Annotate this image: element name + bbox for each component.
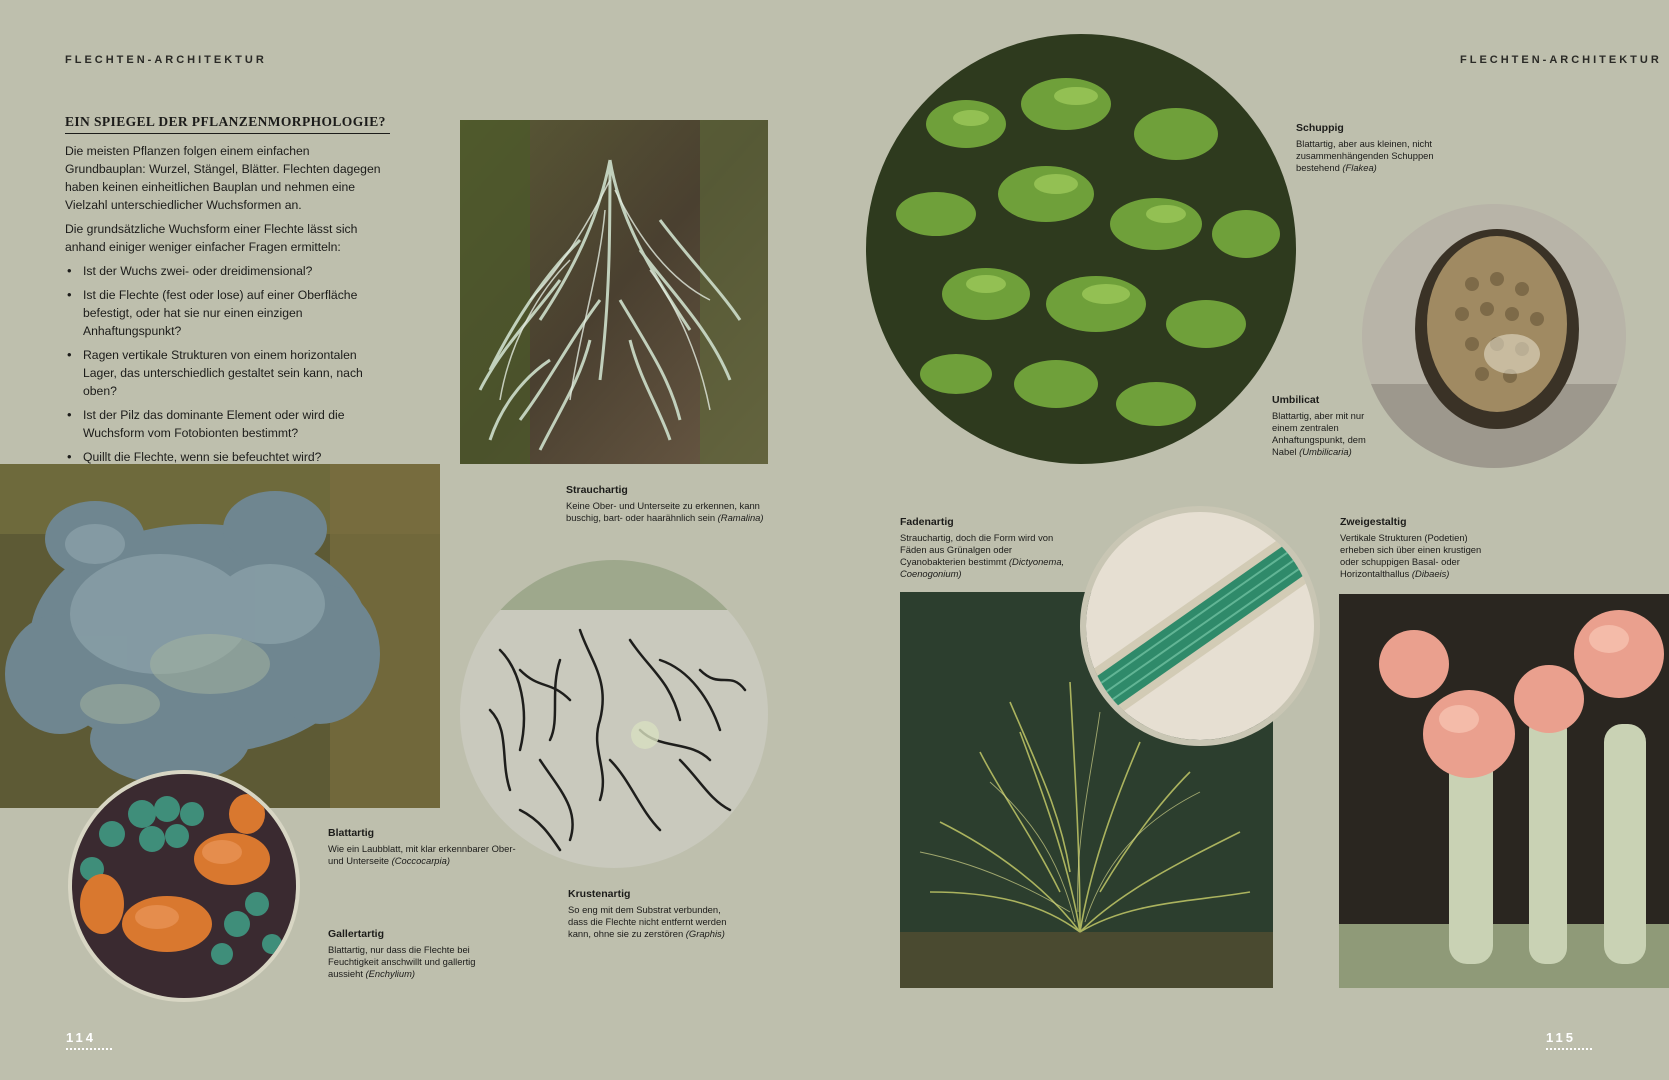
caption-zweigestaltig bbox=[1340, 516, 1500, 580]
running-head-left: FLECHTEN-ARCHITEKTUR bbox=[65, 54, 267, 66]
caption-title: Fadenartig bbox=[900, 516, 954, 528]
caption-title: Schuppig bbox=[1296, 122, 1344, 134]
caption-text: Wie ein Laubblatt, mit klar erkennbarer Ober- und Unterseite (Coccocarpia) bbox=[328, 843, 516, 866]
coccocarpia-photo bbox=[0, 464, 440, 808]
caption-title: Blattartig bbox=[328, 827, 375, 839]
page-number-left-block bbox=[66, 1030, 112, 1050]
caption-umbilicat bbox=[1272, 394, 1382, 458]
caption-text: Blattartig, aber mit nur einem zentralen Anhaftungspunkt, dem Nabel (Umbilicaria) bbox=[1272, 410, 1366, 457]
caption-krustenartig bbox=[568, 888, 743, 940]
question-item: • Ragen vertikale Strukturen von einem horizontalen Lager, das unterschiedlich gestaltet sein kann, nach oben? bbox=[65, 346, 390, 400]
flakea-photo bbox=[866, 34, 1296, 464]
caption-text: Strauchartig, doch die Form wird von Fäden aus Grünalgen oder Cyanobakterien bestimmt (Dictyonema, Coenogonium) bbox=[900, 532, 1065, 579]
dibaeis-photo bbox=[1339, 594, 1669, 988]
microscope-photo bbox=[1080, 506, 1320, 746]
intro-body bbox=[65, 142, 390, 466]
caption-title: Krustenartig bbox=[568, 888, 631, 900]
caption-text: Vertikale Strukturen (Podetien) erheben sich über einen krustigen oder schuppigen Basal- oder Horizontalthallus (Dibaeis) bbox=[1340, 532, 1482, 579]
caption-schuppig bbox=[1296, 122, 1456, 174]
caption-text: Blattartig, aber aus kleinen, nicht zusammenhängenden Schuppen bestehend (Flakea) bbox=[1296, 138, 1434, 173]
intro-paragraph: Die meisten Pflanzen folgen einem einfachen Grundbauplan: Wurzel, Stängel, Blätter. Flechten dagegen haben keinen einheitlichen Bauplan und nehmen eine Vielzahl unterschiedlicher Wuchsformen an. bbox=[65, 144, 381, 212]
caption-gallertartig bbox=[328, 928, 498, 980]
caption-text: Blattartig, nur dass die Flechte bei Feuchtigkeit anschwillt und gallertig aussieht (Enchylium) bbox=[328, 944, 476, 979]
umbilicaria-photo bbox=[1362, 204, 1626, 468]
section-heading: EIN SPIEGEL DER PFLANZENMORPHOLOGIE? bbox=[65, 114, 390, 134]
page-number-right: 115 bbox=[1546, 1030, 1576, 1045]
caption-blattartig bbox=[328, 827, 518, 867]
question-item: • Quillt die Flechte, wenn sie befeuchtet wird? bbox=[65, 448, 390, 466]
page-number-left: 114 bbox=[66, 1030, 96, 1045]
graphis-photo bbox=[460, 560, 768, 868]
page-number-rule bbox=[1546, 1048, 1592, 1050]
question-item: • Ist der Wuchs zwei- oder dreidimensional? bbox=[65, 262, 390, 280]
caption-text: Keine Ober- und Unterseite zu erkennen, kann buschig, bart- oder haarähnlich sein (Ramalina) bbox=[566, 500, 764, 523]
intro-paragraph: Die grundsätzliche Wuchsform einer Flechte lässt sich anhand einiger weniger einfacher Fragen ermitteln: bbox=[65, 222, 358, 254]
running-head-right: FLECHTEN-ARCHITEKTUR bbox=[1460, 54, 1662, 66]
question-list bbox=[65, 262, 390, 466]
page-number-rule bbox=[66, 1048, 112, 1050]
caption-strauchartig bbox=[566, 484, 766, 524]
caption-title: Umbilicat bbox=[1272, 394, 1320, 406]
caption-title: Gallertartig bbox=[328, 928, 385, 940]
page-number-right-block bbox=[1546, 1030, 1592, 1050]
question-item: • Ist der Pilz das dominante Element oder wird die Wuchsform vom Fotobionten bestimmt? bbox=[65, 406, 390, 442]
caption-title: Zweigestaltig bbox=[1340, 516, 1407, 528]
enchylium-photo bbox=[68, 770, 300, 1002]
ramalina-photo bbox=[460, 120, 768, 464]
caption-fadenartig bbox=[900, 516, 1070, 580]
caption-title: Strauchartig bbox=[566, 484, 628, 496]
question-item: • Ist die Flechte (fest oder lose) auf einer Oberfläche befestigt, oder hat sie nur einen einzigen Anhaftungspunkt? bbox=[65, 286, 390, 340]
intro-section bbox=[65, 114, 390, 472]
caption-text: So eng mit dem Substrat verbunden, dass die Flechte nicht entfernt werden kann, ohne sie zu zerstören (Graphis) bbox=[568, 904, 727, 939]
